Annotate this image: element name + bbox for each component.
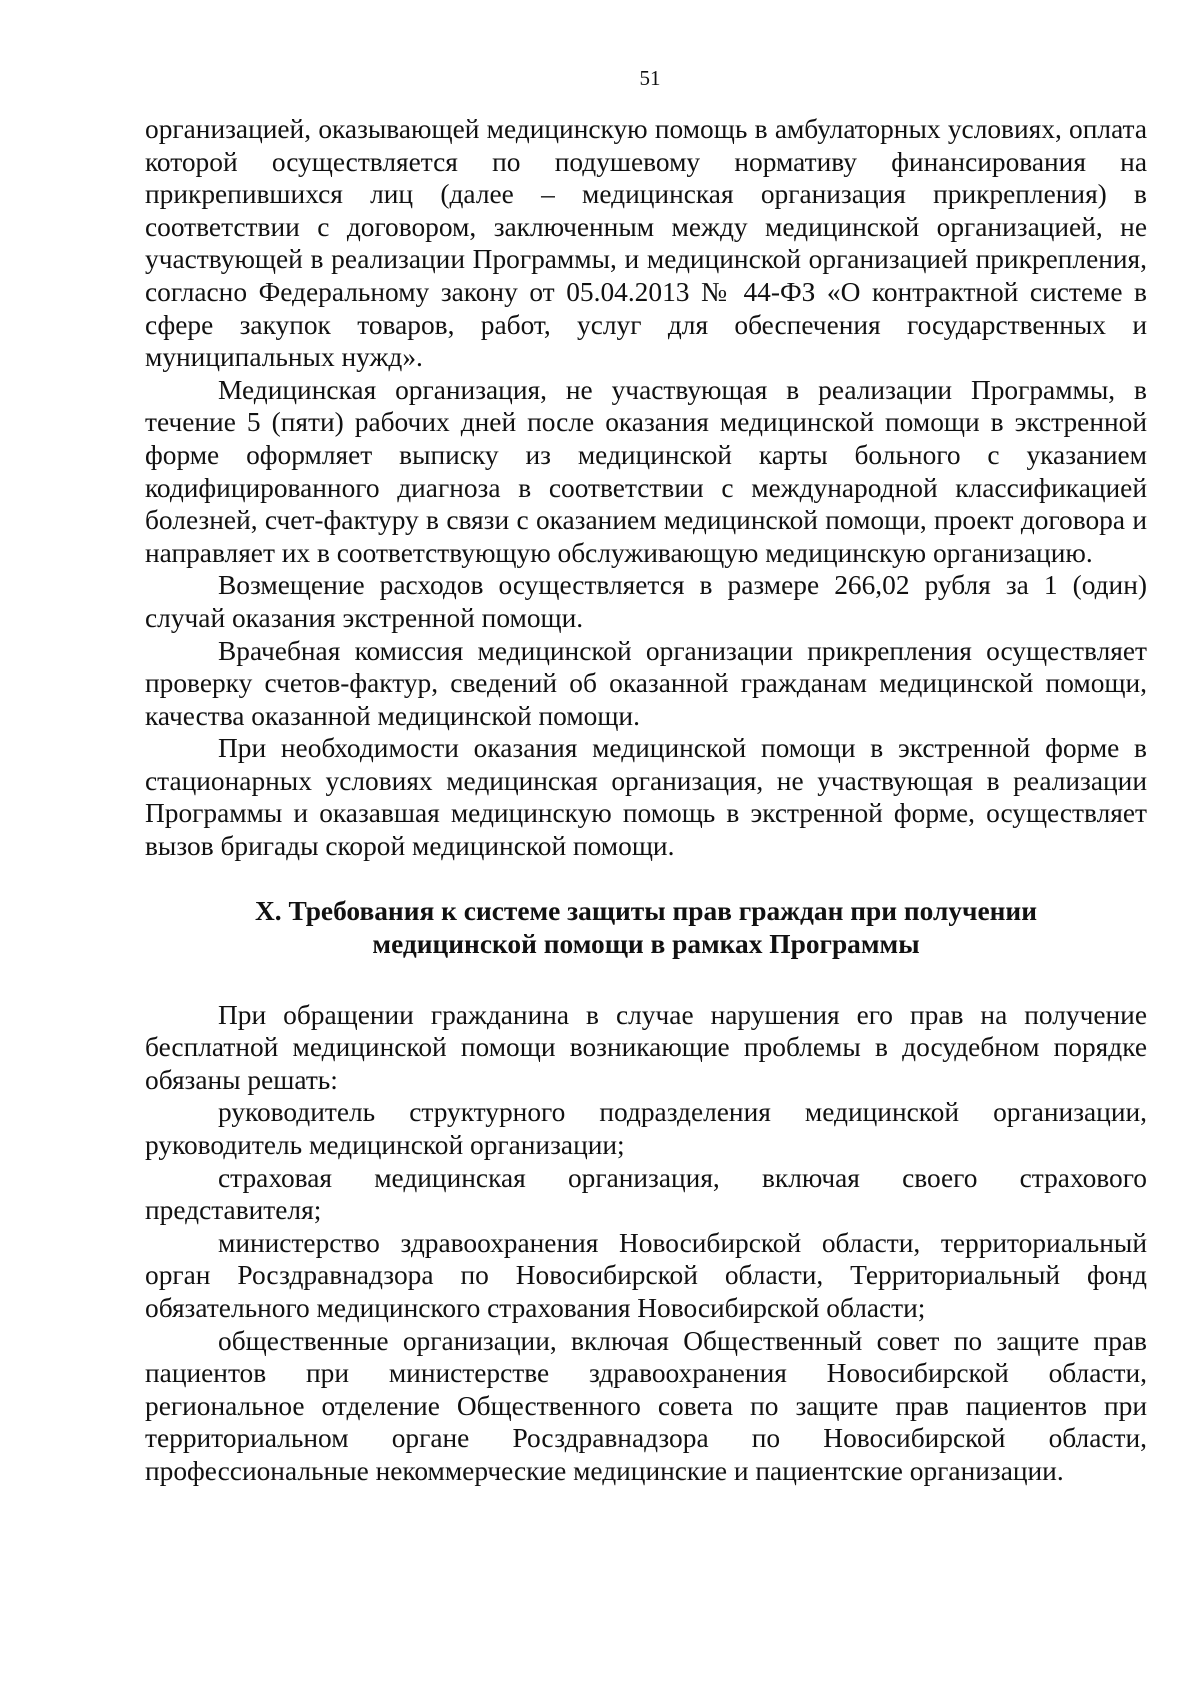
list-item-public-organizations: общественные организации, включая Общественный совет по защите прав пациентов при министерстве здравоохранения Новосибирской области, региональное отделение Общественного совета по защите прав пациентов при территориальном органе Росздравнадзора по Новосибирской области, профессиональные некоммерческие медицинские и пациентские организации.	[145, 1325, 1147, 1486]
paragraph-continuation: организацией, оказывающей медицинскую помощь в амбулаторных условиях, оплата которой осуществляется по подушевому нормативу финансирования на прикрепившихся лиц (далее – медицинская организация прикрепления) в соответствии с договором, заключенным между медицинской организацией, не участвующей в реализации Программы, и медицинской организацией прикрепления, согласно Федеральному закону от 05.04.2013 № 44-ФЗ «О контрактной системе в сфере закупок товаров, работ, услуг для обеспечения государственных и муниципальных нужд».	[145, 114, 1147, 373]
paragraph-emergency-care-documentation: Медицинская организация, не участвующая в реализации Программы, в течение 5 (пяти) рабочих дней после оказания медицинской помощи в экстренной форме оформляет выписку из медицинской карты больного с указанием кодифицированного диагноза в соответствии с международной классификацией болезней, счет-фактуру в связи с оказанием медицинской помощи, проект договора и направляет их в соответствующую обслуживающую медицинскую организацию.	[145, 374, 1147, 568]
section-heading-line-2: медицинской помощи в рамках Программы	[372, 928, 920, 959]
section-heading-line-1: X. Требования к системе защиты прав граждан при получении	[255, 895, 1037, 926]
paragraph-inpatient-emergency: При необходимости оказания медицинской помощи в экстренной форме в стационарных условиях медицинская организация, не участвующая в реализации Программы и оказавшая медицинскую помощь в экстренной форме, осуществляет вызов бригады скорой медицинской помощи.	[145, 733, 1147, 862]
list-item-ministry-of-health: министерство здравоохранения Новосибирской области, территориальный орган Росздравнадзора по Новосибирской области, Территориальный фонд обязательного медицинского страхования Новосибирской области;	[145, 1227, 1147, 1323]
document-body	[145, 113, 1147, 1488]
paragraph-expense-reimbursement: Возмещение расходов осуществляется в размере 266,02 рубля за 1 (один) случай оказания экстренной помощи.	[145, 570, 1147, 633]
list-item-department-head: руководитель структурного подразделения медицинской организации, руководитель медицинской организации;	[145, 1097, 1147, 1161]
section-heading	[145, 895, 1147, 961]
paragraph-medical-commission: Врачебная комиссия медицинской организации прикрепления осуществляет проверку счетов-фактур, сведений об оказанной гражданам медицинской помощи, качества оказанной медицинской помощи.	[145, 635, 1147, 731]
page-number: 51	[639, 66, 661, 90]
paragraph-citizen-appeal: При обращении гражданина в случае нарушения его прав на получение бесплатной медицинской помощи возникающие проблемы в досудебном порядке обязаны решать:	[145, 999, 1147, 1095]
list-item-insurance-organization: страховая медицинская организация, включая своего страхового представителя;	[145, 1162, 1147, 1226]
